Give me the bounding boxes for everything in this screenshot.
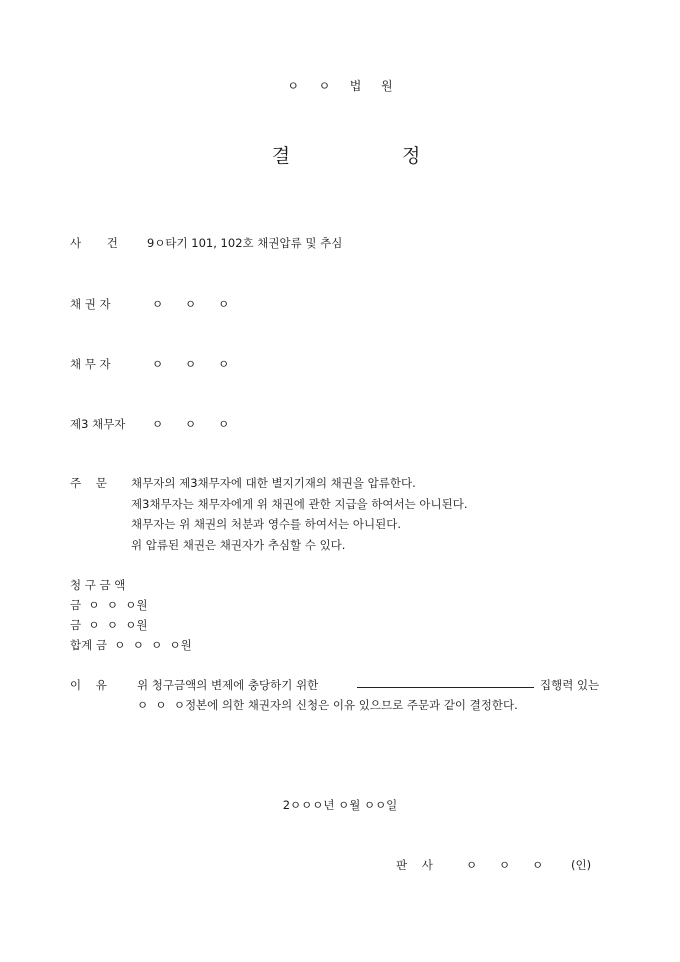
- case-value: 9ㅇ타기 101, 102호 채권압류 및 추심: [147, 236, 343, 250]
- creditor-label: 채 권 자: [70, 297, 111, 311]
- court-name: ㅇ ㅇ 법 원: [287, 79, 393, 93]
- claim-total: 합계 금 ㅇ ㅇ ㅇ ㅇ원: [70, 638, 192, 652]
- debtor-label: 채 무 자: [70, 357, 111, 371]
- title-right-char: 정: [402, 145, 421, 167]
- reason-label: 이 유: [70, 678, 107, 692]
- creditor-name: ㅇ ㅇ ㅇ: [152, 297, 230, 311]
- judge-seal: (인): [571, 858, 592, 872]
- document-title: [0, 120, 680, 168]
- decision-date: 2ㅇㅇㅇ년 ㅇ월 ㅇㅇ일: [282, 798, 398, 812]
- order-line: 제3채무자는 채무자에게 위 채권에 관한 지급을 하여서는 아니된다.: [131, 497, 468, 511]
- third-party-label: 제3 채무자: [70, 417, 126, 431]
- reason-line-2: ㅇ ㅇ ㅇ정본에 의한 채권자의 신청은 이유 있으므로 주문과 같이 결정한다.: [137, 698, 518, 712]
- case-label: 사 건: [70, 236, 118, 250]
- reason-line-start: 위 청구금액의 변제에 충당하기 위한: [137, 678, 319, 692]
- claim-amount-2: 금 ㅇ ㅇ ㅇ원: [70, 618, 148, 632]
- order-label: 주 문: [70, 476, 107, 490]
- judge-name: ㅇ ㅇ ㅇ: [466, 858, 544, 872]
- title-left-char: 결: [271, 145, 291, 167]
- blank-fill-line: [357, 687, 534, 688]
- claim-amount-1: 금 ㅇ ㅇ ㅇ원: [70, 598, 148, 612]
- order-line: 채무자의 제3채무자에 대한 별지기재의 채권을 압류한다.: [131, 476, 416, 490]
- debtor-name: ㅇ ㅇ ㅇ: [152, 357, 230, 371]
- claim-heading: 청 구 금 액: [70, 578, 126, 592]
- order-line: 채무자는 위 채권의 처분과 영수를 하여서는 아니된다.: [131, 517, 401, 531]
- third-party-name: ㅇ ㅇ ㅇ: [152, 417, 230, 431]
- reason-line-end: 집행력 있는: [540, 678, 600, 692]
- order-line: 위 압류된 채권은 채권자가 추심할 수 있다.: [131, 538, 346, 552]
- judge-label: 판 사: [396, 858, 433, 872]
